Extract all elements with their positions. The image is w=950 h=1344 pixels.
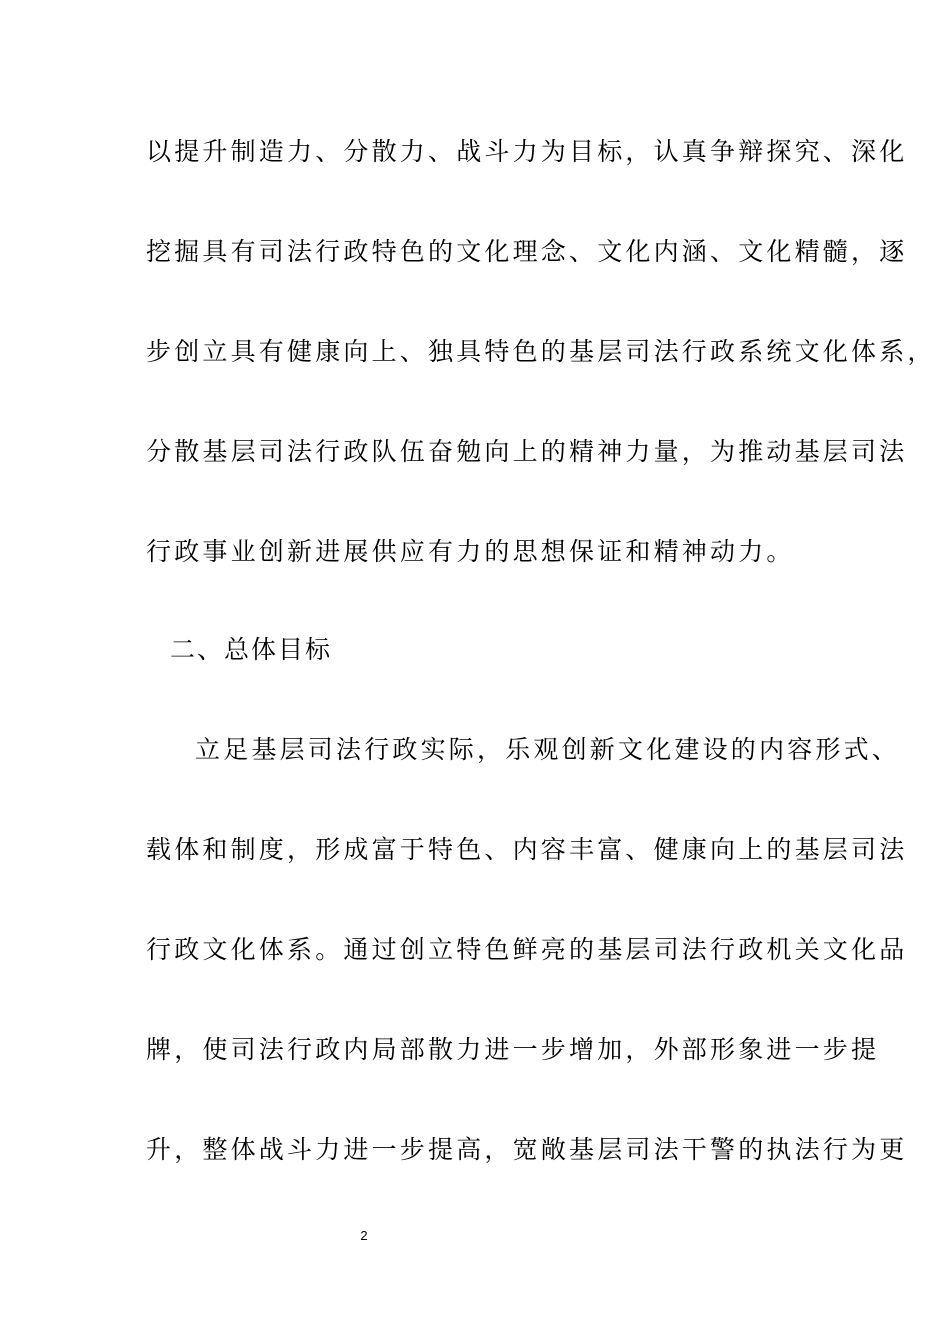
- body-text-line: 以提升制造力、分散力、战斗力为目标，认真争辩探究、深化: [146, 137, 908, 166]
- section-heading: 二、总体目标: [170, 635, 333, 664]
- body-text-line: 行政事业创新进展供应有力的思想保证和精神动力。: [146, 537, 795, 566]
- body-text-line: 载体和制度，形成富于特色、内容丰富、健康向上的基层司法: [146, 835, 908, 864]
- body-text-line: 牌，使司法行政内局部散力进一步增加，外部形象进一步提: [146, 1035, 880, 1064]
- body-text-line: 挖掘具有司法行政特色的文化理念、文化内涵、文化精髓，逐: [146, 237, 908, 266]
- page-number: 2: [360, 1228, 368, 1243]
- body-text-line: 立足基层司法行政实际，乐观创新文化建设的内容形式、: [195, 735, 901, 764]
- body-text-line: 步创立具有健康向上、独具特色的基层司法行政系统文化体系，: [146, 337, 936, 366]
- body-text-line: 分散基层司法行政队伍奋勉向上的精神力量，为推动基层司法: [146, 437, 908, 466]
- body-text-line: 行政文化体系。通过创立特色鲜亮的基层司法行政机关文化品: [146, 935, 908, 964]
- body-text-line: 升，整体战斗力进一步提高，宽敞基层司法干警的执法行为更: [146, 1135, 908, 1164]
